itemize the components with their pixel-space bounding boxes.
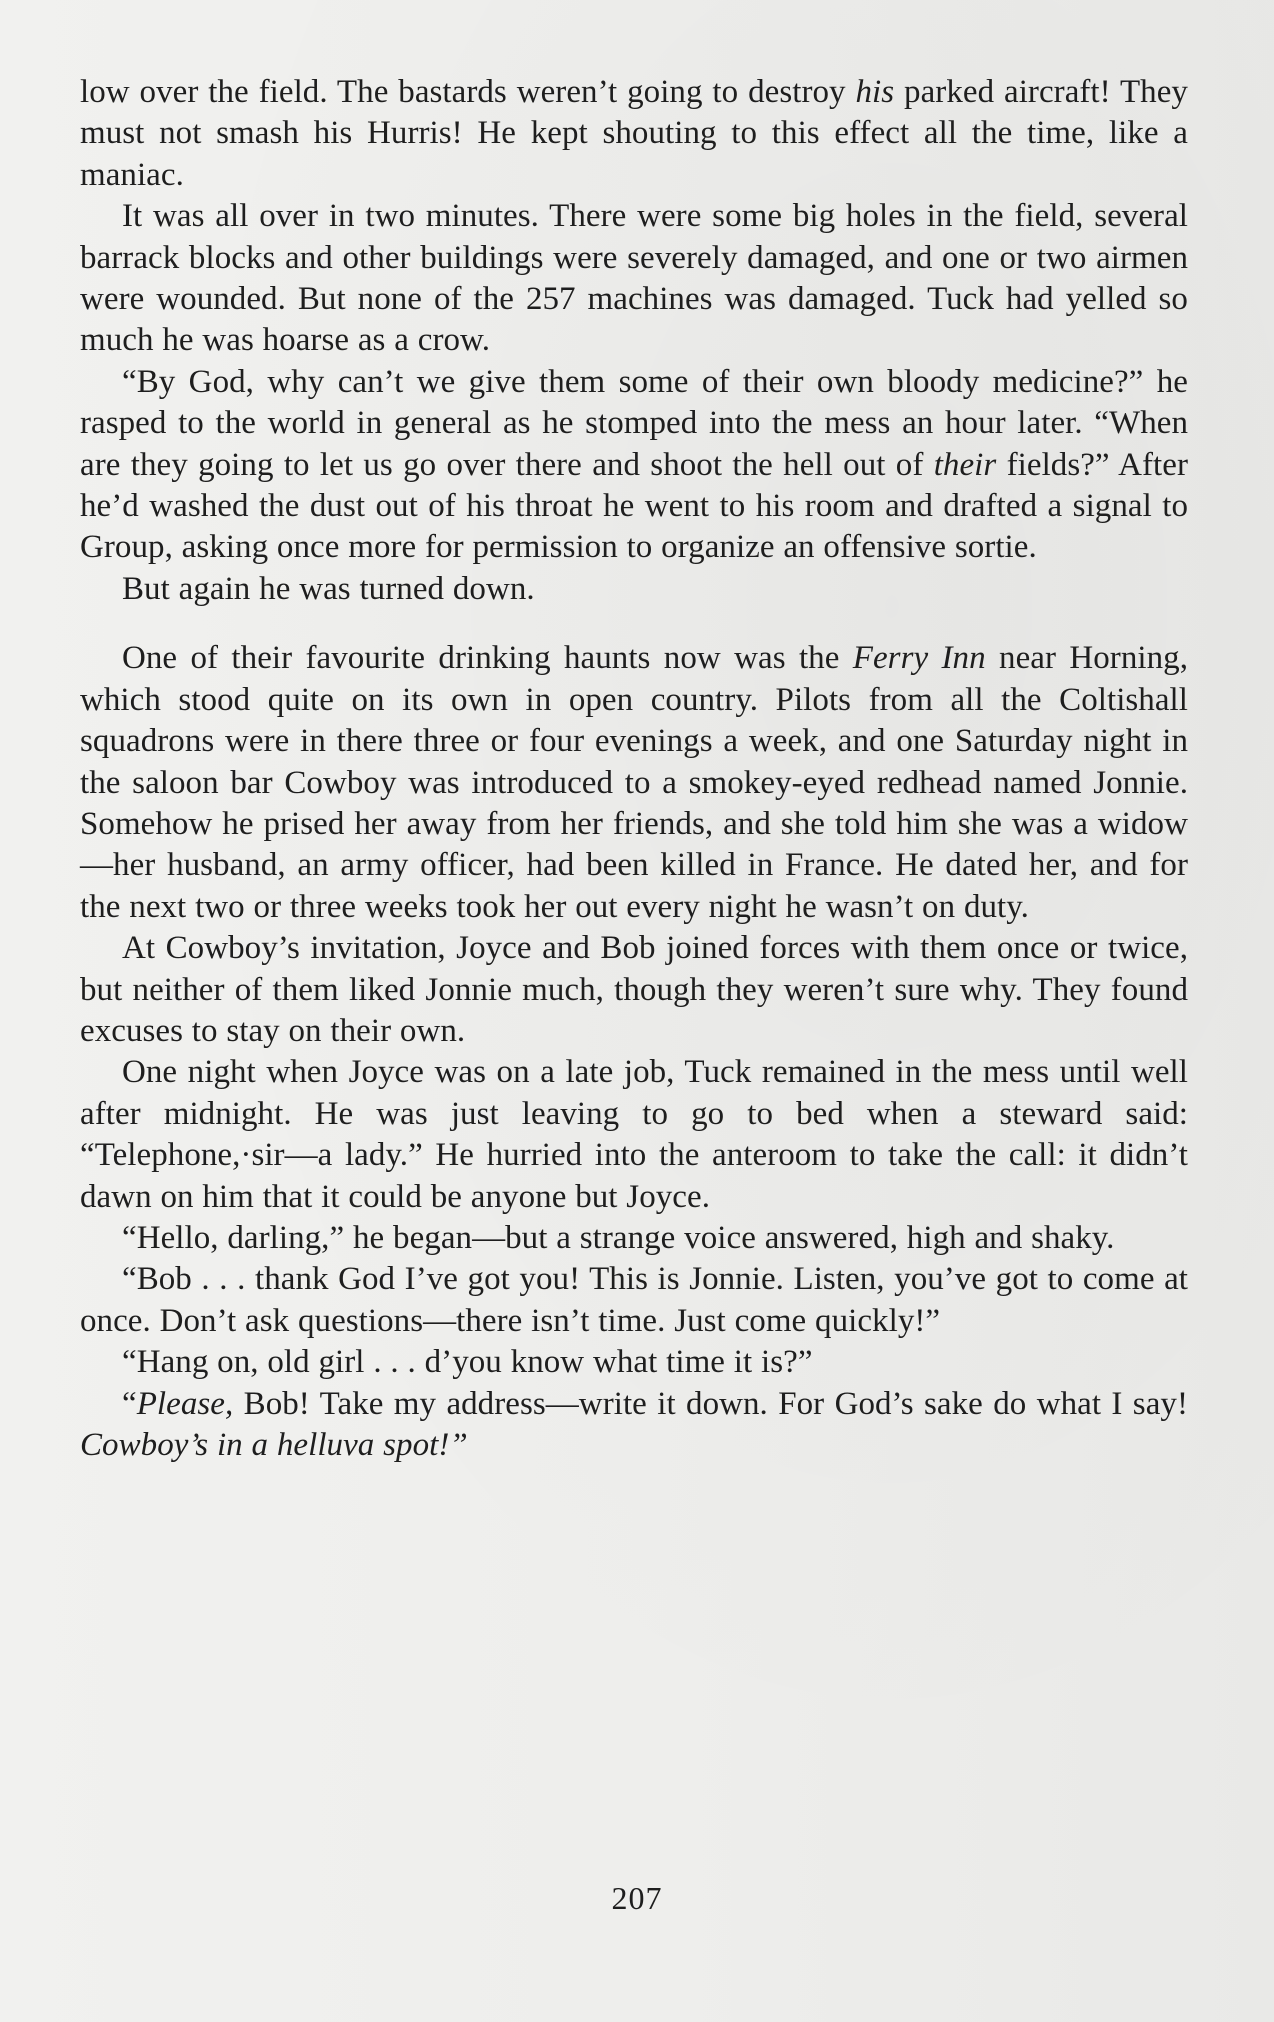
- text-run: One night when Joyce was on a late job, Tuck remained in the mess until well after midnight. He was just leaving to go to bed when a steward said: “Telephone,·sir—a lady.” He hurried into the anteroom to take the call: it didn’t dawn on him that it could be anyone but Joyce.: [80, 1054, 1188, 1215]
- body-text: [80, 72, 1188, 1466]
- text-run: fields?” After he’d washed the dust out of his throat he went to his room and drafted a signal to Group, asking once more for permission to organize an offensive sortie.: [80, 446, 1188, 566]
- paragraph: [80, 928, 1188, 1052]
- paragraph: [80, 196, 1188, 362]
- text-run: Bob! Take my address—write it down. For God’s sake do what I say!: [233, 1385, 1188, 1422]
- text-run: “Hang on, old girl . . . d’you know what time it is?”: [122, 1344, 813, 1381]
- paragraph: [80, 569, 1188, 610]
- italic-text: Please,: [136, 1385, 234, 1422]
- text-run: low over the field. The bastards weren’t going to destroy: [80, 74, 856, 110]
- paragraph: [80, 638, 1188, 928]
- paragraph: [80, 1218, 1188, 1259]
- italic-text: their: [933, 446, 997, 483]
- text-run: But again he was turned down.: [122, 570, 535, 607]
- paragraph: [80, 1052, 1188, 1218]
- text-run: “Bob . . . thank God I’ve got you! This is Jonnie. Listen, you’ve got to come at once. Don’t ask questions—there isn’t time. Just come quickly!”: [80, 1261, 1188, 1339]
- paragraph: [80, 362, 1188, 569]
- paragraph: [80, 1384, 1188, 1467]
- page-number: 207: [611, 1880, 663, 1916]
- text-run: It was all over in two minutes. There were some big holes in the field, several barrack blocks and other buildings were severely damaged, and one or two airmen were wounded. But none of the 257 machines was damaged. Tuck had yelled so much he was hoarse as a crow.: [80, 198, 1188, 359]
- text-run: “By God, why can’t we give them some of their own bloody medicine?” he rasped to the world in general as he stomped into the mess an hour later. “When are they going to let us go over there and shoot the hell out of: [80, 363, 1188, 483]
- paragraph: [80, 1259, 1188, 1342]
- text-run: near Horning, which stood quite on its own in open country. Pilots from all the Coltishall squadrons were in there three or four evenings a week, and one Saturday night in the saloon bar Cowboy was introduced to a smokey-eyed redhead named Jonnie. Somehow he prised her away from her friends, and she told him she was a widow—her husband, an army officer, had been killed in France. He dated her, and for the next two or three weeks took her out every night he wasn’t on duty.: [80, 640, 1188, 925]
- text-run: At Cowboy’s invitation, Joyce and Bob joined forces with them once or twice, but neither of them liked Jonnie much, though they weren’t sure why. They found excuses to stay on their own.: [80, 930, 1188, 1049]
- text-run: “: [122, 1385, 137, 1422]
- italic-text: his: [855, 74, 895, 110]
- paragraph: [80, 1342, 1188, 1383]
- text-run: “Hello, darling,” he began—but a strange voice answered, high and shaky.: [122, 1219, 1115, 1256]
- italic-text: Ferry Inn: [852, 640, 986, 677]
- text-run: One of their favourite drinking haunts now was the: [122, 640, 853, 677]
- paragraph: [80, 72, 1188, 196]
- text-run: parked aircraft! They must not smash his Hurris! He kept shouting to this effect all the time, like a maniac.: [80, 74, 1188, 193]
- italic-text: Cowboy’s in a helluva spot!”: [80, 1427, 468, 1463]
